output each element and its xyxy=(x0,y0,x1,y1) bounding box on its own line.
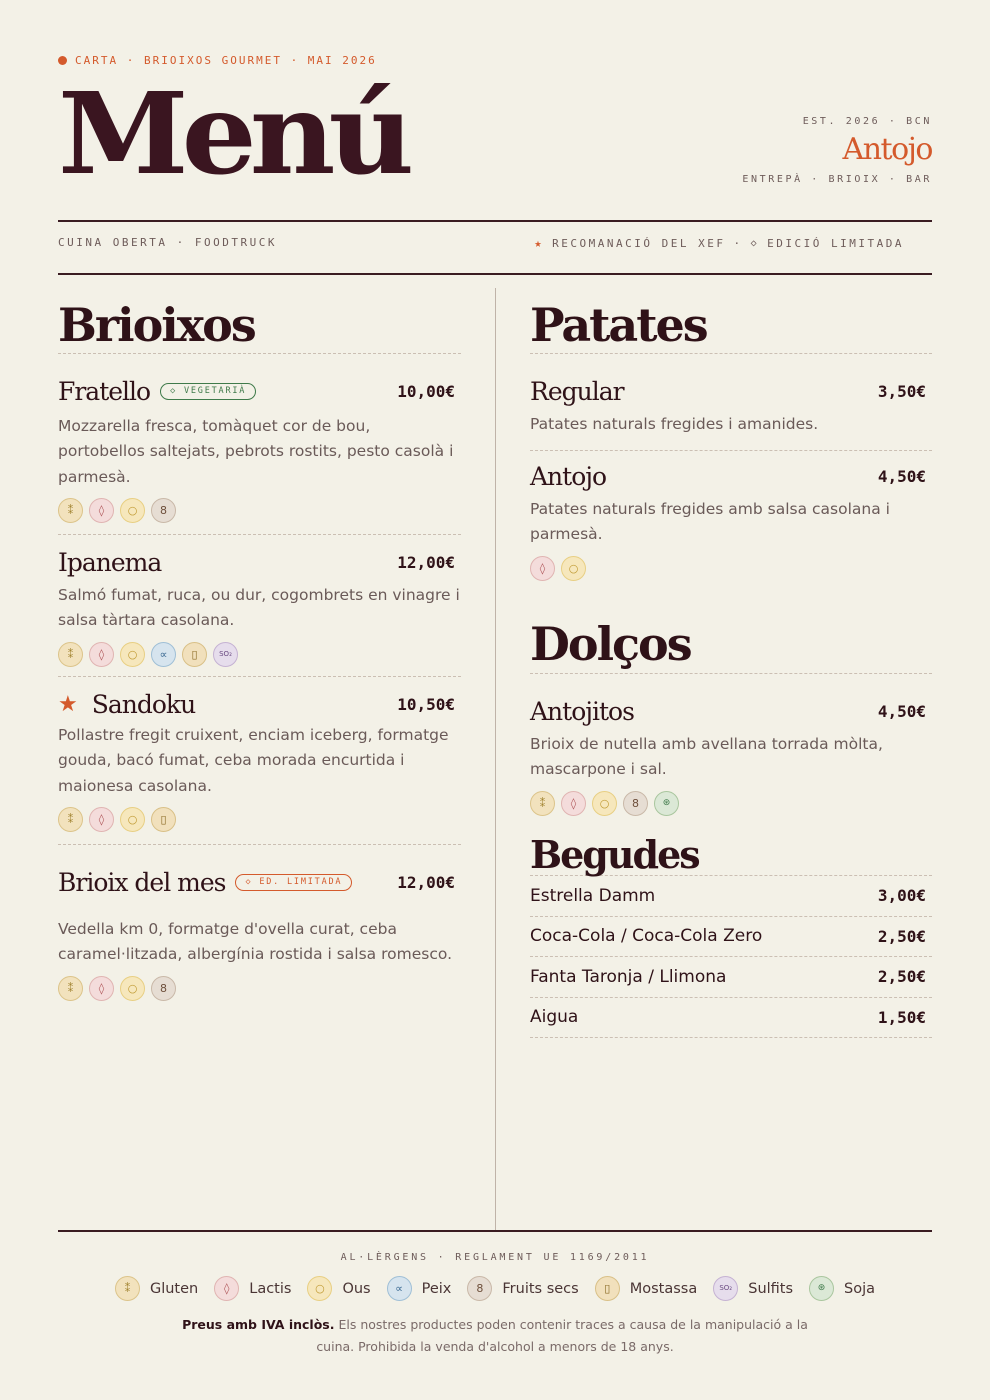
drink-price: 2,50€ xyxy=(877,926,926,946)
wheat-icon: ⁑ xyxy=(58,498,83,523)
item-price: 12,00€ xyxy=(397,873,455,893)
nut-icon: 8 xyxy=(151,976,176,1001)
legend-gluten: ⁑ Gluten xyxy=(115,1276,198,1301)
brand-block xyxy=(742,116,932,185)
egg-icon: ○ xyxy=(120,807,145,832)
legend-peix: ∝ Peix xyxy=(387,1276,452,1301)
egg-icon: ○ xyxy=(307,1276,332,1301)
drink-row xyxy=(530,998,932,1039)
wheat-icon: ⁑ xyxy=(58,642,83,667)
brand-name: Antojo xyxy=(842,132,932,167)
drink-price: 1,50€ xyxy=(877,1007,926,1027)
fish-icon: ∝ xyxy=(387,1276,412,1301)
legend-mostassa: ▯ Mostassa xyxy=(595,1276,698,1301)
legend-soja: ⊛ Soja xyxy=(809,1276,875,1301)
footer-note xyxy=(175,1314,815,1358)
drink-name: Estrella Damm xyxy=(530,885,656,906)
menu-item xyxy=(530,354,932,451)
drop-icon: ◊ xyxy=(214,1276,239,1301)
item-allergens xyxy=(58,976,461,1001)
drop-icon: ◊ xyxy=(530,556,555,581)
vegetarian-badge: ◇ VEGETARIÀ xyxy=(160,383,256,400)
patates-title: Patates xyxy=(530,290,932,354)
item-allergens xyxy=(58,642,461,667)
drink-name: Fanta Taronja / Llimona xyxy=(530,966,727,987)
column-divider xyxy=(495,288,496,1230)
brioixos-section xyxy=(58,290,461,1001)
wheat-icon: ⁑ xyxy=(58,976,83,1001)
menu-item xyxy=(58,677,461,845)
drink-price: 2,50€ xyxy=(877,967,926,987)
strip-left: CUINA OBERTA · FOODTRUCK xyxy=(58,236,277,249)
brand-sub: ENTREPÀ · BRIOIX · BAR xyxy=(742,174,932,185)
footer-rule xyxy=(58,1230,932,1232)
drink-row xyxy=(530,876,932,917)
item-allergens xyxy=(58,807,461,832)
item-name: Ipanema xyxy=(58,548,162,577)
item-name: Brioix del mes xyxy=(58,868,226,897)
item-description: Patates naturals fregides i amanides. xyxy=(530,414,819,433)
drop-icon: ◊ xyxy=(89,807,114,832)
kicker-dot-icon xyxy=(58,56,67,65)
soy-icon: ⊛ xyxy=(809,1276,834,1301)
item-price: 4,50€ xyxy=(877,467,926,487)
dolcos-title: Dolços xyxy=(530,611,932,674)
strip-right xyxy=(534,236,932,250)
strip-separator: · xyxy=(733,236,743,250)
drop-icon: ◊ xyxy=(89,498,114,523)
jar-icon: ▯ xyxy=(151,807,176,832)
menu-item xyxy=(58,354,461,535)
drop-icon: ◊ xyxy=(89,976,114,1001)
menu-item xyxy=(58,535,461,677)
item-description: Brioix de nutella amb avellana torrada mòlta, mascarpone i sal. xyxy=(530,734,883,778)
kicker-text: CARTA · BRIOIXOS GOURMET · MAI 2026 xyxy=(75,54,377,67)
strip-limited: EDICIÓ LIMITADA xyxy=(767,236,904,250)
item-name: Fratello xyxy=(58,377,151,406)
item-allergens xyxy=(530,556,932,581)
wheat-icon: ⁑ xyxy=(58,807,83,832)
legend-sulfits: SO₂ Sulfits xyxy=(713,1276,793,1301)
item-description: Patates naturals fregides amb salsa casolana i parmesà. xyxy=(530,499,890,543)
item-price: 12,00€ xyxy=(397,553,455,573)
nut-icon: 8 xyxy=(151,498,176,523)
jar-icon: ▯ xyxy=(182,642,207,667)
header-rule-top xyxy=(58,220,932,222)
footer-note-bold: Preus amb IVA inclòs. xyxy=(182,1317,335,1332)
legend-fruits: 8 Fruits secs xyxy=(467,1276,578,1301)
nut-icon: 8 xyxy=(467,1276,492,1301)
strip-recommend: RECOMANACIÓ DEL XEF xyxy=(552,236,726,250)
drink-row xyxy=(530,957,932,998)
footer-note-text: Els nostres productes poden contenir traces a causa de la manipulació a la cuina. Prohibida la venda d'alcohol a menors de 18 anys. xyxy=(316,1317,808,1354)
begudes-title: Begudes xyxy=(530,836,932,876)
page-title: Menú xyxy=(58,67,408,200)
star-icon: ★ xyxy=(58,692,78,718)
item-name: Antojo xyxy=(530,462,607,491)
nut-icon: 8 xyxy=(623,791,648,816)
so2-icon: SO₂ xyxy=(213,642,238,667)
menu-item xyxy=(530,674,932,836)
limited-edition-badge: ◇ ED. LIMITADA xyxy=(235,874,352,891)
wheat-icon: ⁑ xyxy=(530,791,555,816)
item-description: Mozzarella fresca, tomàquet cor de bou, portobellos saltejats, pebrots rostits, pesto casolà i parmesà. xyxy=(58,416,454,486)
item-price: 10,50€ xyxy=(397,695,455,715)
egg-icon: ○ xyxy=(120,976,145,1001)
wheat-icon: ⁑ xyxy=(115,1276,140,1301)
star-icon: ★ xyxy=(534,236,545,250)
egg-icon: ○ xyxy=(120,642,145,667)
diamond-icon: ◇ xyxy=(170,386,184,397)
menu-item xyxy=(58,845,461,1001)
diamond-icon: ◇ xyxy=(750,237,760,249)
item-description: Salmó fumat, ruca, ou dur, cogombrets en vinagre i salsa tàrtara casolana. xyxy=(58,585,460,629)
legend-ous: ○ Ous xyxy=(307,1276,370,1301)
allergen-legend xyxy=(0,1276,990,1301)
item-price: 10,00€ xyxy=(397,382,455,402)
egg-icon: ○ xyxy=(592,791,617,816)
drink-name: Coca-Cola / Coca-Cola Zero xyxy=(530,926,763,947)
drink-price: 3,00€ xyxy=(877,886,926,906)
allergens-title: AL·LÈRGENS · REGLAMENT UE 1169/2011 xyxy=(340,1252,650,1263)
drop-icon: ◊ xyxy=(561,791,586,816)
right-column xyxy=(530,290,932,1038)
item-name: Antojitos xyxy=(530,697,634,726)
egg-icon: ○ xyxy=(561,556,586,581)
item-allergens xyxy=(58,498,461,523)
item-description: Vedella km 0, formatge d'ovella curat, ceba caramel·litzada, albergínia rostida i salsa romesco. xyxy=(58,919,452,963)
jar-icon: ▯ xyxy=(595,1276,620,1301)
legend-lactis: ◊ Lactis xyxy=(214,1276,291,1301)
header-kicker xyxy=(58,54,377,67)
item-name: Sandoku xyxy=(91,690,196,719)
drink-name: Aigua xyxy=(530,1007,579,1028)
egg-icon: ○ xyxy=(120,498,145,523)
drop-icon: ◊ xyxy=(89,642,114,667)
header-rule-bottom xyxy=(58,273,932,275)
item-name: Regular xyxy=(530,377,624,406)
header-strip xyxy=(58,236,932,250)
item-description: Pollastre fregit cruixent, enciam iceberg, formatge gouda, bacó fumat, ceba morada encurtida i maionesa casolana. xyxy=(58,725,449,795)
drink-row xyxy=(530,917,932,958)
brand-est: EST. 2026 · BCN xyxy=(802,116,932,127)
item-price: 3,50€ xyxy=(877,382,926,402)
soy-icon: ⊛ xyxy=(654,791,679,816)
item-allergens xyxy=(530,791,932,816)
item-price: 4,50€ xyxy=(877,702,926,722)
brioixos-title: Brioixos xyxy=(58,290,461,354)
diamond-icon: ◇ xyxy=(245,877,260,888)
menu-item xyxy=(530,451,932,611)
fish-icon: ∝ xyxy=(151,642,176,667)
so2-icon: SO₂ xyxy=(713,1276,738,1301)
